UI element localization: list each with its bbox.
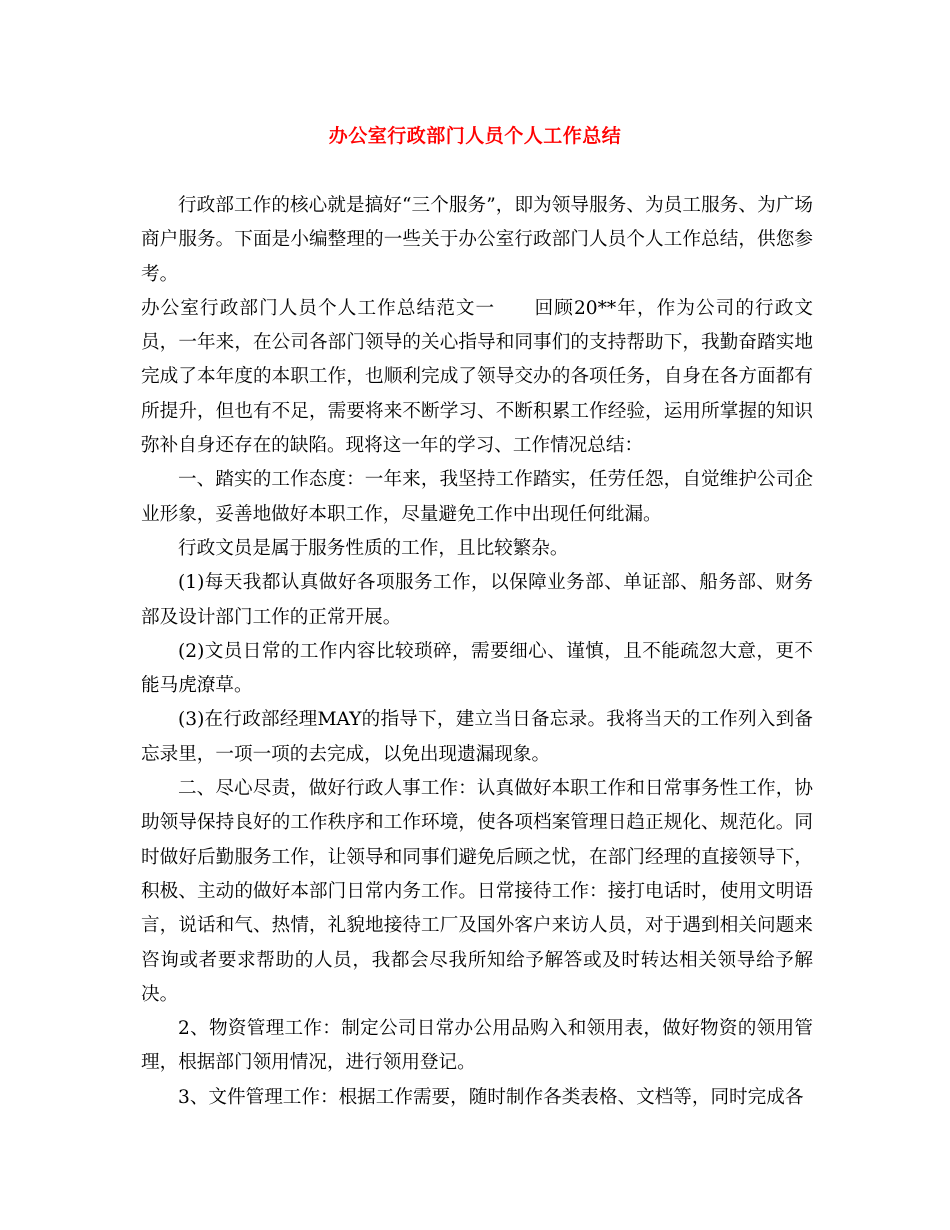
paragraph-sample-one: 办公室行政部门人员个人工作总结范文一 回顾20**年，作为公司的行政文员，一年来，在公司各部门领导的关心指导和同事们的支持帮助下，我勤奋踏实地完成了本年度的本职工作，也顺利完成了领导交办的各项任务，自身在各方面都有所提升，但也有不足，需要将来不断学习、不断积累工作经验，运用所掌握的知识弥补自身还存在的缺陷。现将这一年的学习、工作情况总结： xyxy=(141,297,813,457)
document-title: 办公室行政部门人员个人工作总结 xyxy=(328,125,622,147)
paragraph-intro: 行政部工作的核心就是搞好“三个服务”，即为领导服务、为员工服务、为广场商户服务。下面是小编整理的一些关于办公室行政部门人员个人工作总结，供您参考。 xyxy=(141,195,813,285)
paragraph-item-2: (2)文员日常的工作内容比较琐碎，需要细心、谨慎，且不能疏忽大意，更不能马虎潦草。 xyxy=(141,640,813,697)
document-body xyxy=(141,189,813,1115)
paragraph-documents: 3、文件管理工作：根据工作需要，随时制作各类表格、文档等，同时完成各 xyxy=(178,1086,804,1108)
paragraph-service-nature: 行政文员是属于服务性质的工作，且比较繁杂。 xyxy=(178,537,569,559)
paragraph-materials: 2、物资管理工作：制定公司日常办公用品购入和领用表，做好物资的领用管理，根据部门领用情况，进行领用登记。 xyxy=(141,1018,813,1074)
paragraph-item-1: (1)每天我都认真做好各项服务工作，以保障业务部、单证部、船务部、财务部及设计部门工作的正常开展。 xyxy=(141,572,813,628)
paragraph-hr-work: 二、尽心尽责，做好行政人事工作：认真做好本职工作和日常事务性工作，协助领导保持良好的工作秩序和工作环境，使各项档案管理日趋正规化、规范化。同时做好后勤服务工作，让领导和同事们避免后顾之忧，在部门经理的直接领导下，积极、主动的做好本部门日常内务工作。日常接待工作：接打电话时，使用文明语言，说话和气、热情，礼貌地接待工厂及国外客户来访人员，对于遇到相关问题来咨询或者要求帮助的人员，我都会尽我所知给予解答或及时转达相关领导给予解决。 xyxy=(141,778,813,1005)
paragraph-item-3: (3)在行政部经理MAY的指导下，建立当日备忘录。我将当天的工作列入到备忘录里，一项一项的去完成，以免出现遗漏现象。 xyxy=(141,709,813,765)
paragraph-work-attitude: 一、踏实的工作态度：一年来，我坚持工作踏实，任劳任怨，自觉维护公司企业形象，妥善地做好本职工作，尽量避免工作中出现任何纰漏。 xyxy=(141,469,813,525)
